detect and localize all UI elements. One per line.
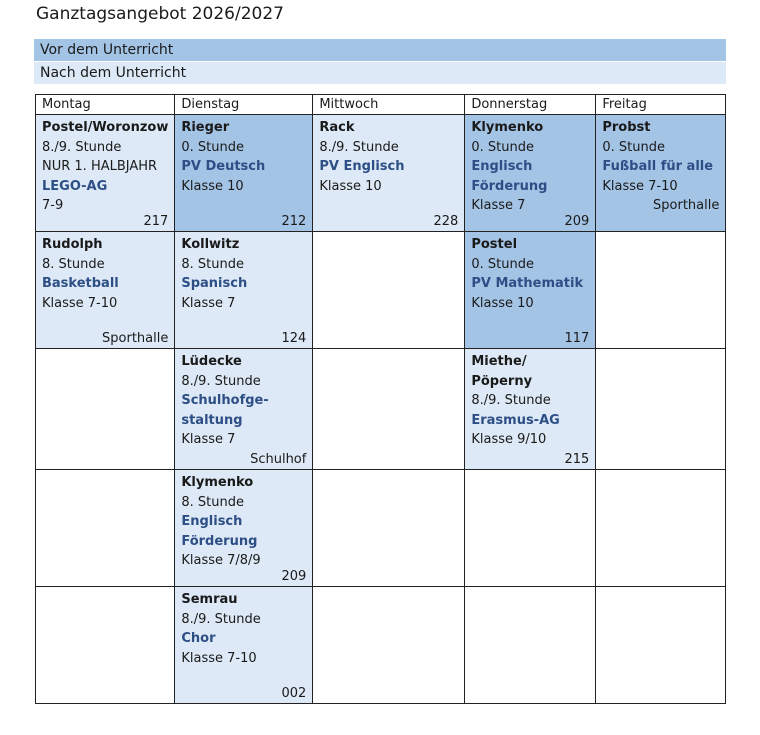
activity-name: Erasmus-AG bbox=[471, 412, 560, 428]
empty-slot bbox=[596, 587, 725, 703]
activity-name: Basketball bbox=[42, 276, 119, 291]
schedule-cell-thursday bbox=[465, 470, 596, 587]
activity-entry bbox=[36, 115, 174, 231]
lesson-time: 0. Stunde bbox=[181, 139, 244, 155]
grade-level: Klasse 7 bbox=[181, 432, 236, 447]
location-label: Schulhof bbox=[250, 451, 307, 467]
activity-name: LEGO-AG bbox=[42, 178, 108, 194]
schedule-cell-friday bbox=[596, 587, 726, 704]
lesson-time: 8./9. Stunde bbox=[319, 139, 399, 155]
teacher-name: Rieger bbox=[181, 120, 230, 135]
day-header-monday: Montag bbox=[36, 95, 175, 115]
empty-slot bbox=[313, 232, 464, 348]
schedule-cell-wednesday bbox=[313, 470, 465, 587]
empty-slot bbox=[313, 349, 464, 469]
schedule-cell-tuesday bbox=[175, 349, 313, 470]
legend-before-class: Vor dem Unterricht bbox=[34, 39, 726, 61]
activity-name: Fußball für alle bbox=[602, 159, 714, 174]
legend-after-class: Nach dem Unterricht bbox=[34, 62, 726, 84]
teacher-name: Klymenko bbox=[181, 475, 254, 490]
grade-level: Klasse 7 bbox=[471, 198, 526, 213]
activity-name: Schulhofge- bbox=[181, 393, 269, 408]
empty-slot bbox=[36, 349, 174, 469]
schedule-cell-friday bbox=[596, 115, 726, 232]
day-header-friday: Freitag bbox=[596, 95, 726, 115]
grade-level: Klasse 7-10 bbox=[42, 295, 118, 311]
grade-level: Klasse 7/8/9 bbox=[181, 553, 261, 568]
schedule-cell-monday bbox=[36, 115, 175, 232]
day-header-tuesday: Dienstag bbox=[175, 95, 313, 115]
room-label: 209 bbox=[281, 568, 307, 584]
lesson-time: 0. Stunde bbox=[602, 139, 665, 155]
activity-name: Spanisch bbox=[181, 276, 248, 291]
empty-slot bbox=[596, 232, 725, 348]
schedule-cell-thursday bbox=[465, 232, 596, 349]
grade-level: Klasse 7 bbox=[181, 295, 236, 311]
lesson-time: 0. Stunde bbox=[471, 139, 534, 155]
empty-slot bbox=[465, 470, 595, 586]
schedule-cell-wednesday bbox=[313, 349, 465, 470]
schedule-cell-monday bbox=[36, 587, 175, 704]
schedule-cell-thursday bbox=[465, 587, 596, 704]
room-label: 212 bbox=[281, 213, 307, 229]
grade-level: Klasse 9/10 bbox=[471, 432, 547, 447]
schedule-cell-friday bbox=[596, 470, 726, 587]
teacher-name: Probst bbox=[602, 120, 651, 135]
schedule-table bbox=[35, 94, 726, 704]
schedule-cell-tuesday bbox=[175, 115, 313, 232]
room-label: 228 bbox=[433, 213, 459, 229]
page-title: Ganztagsangebot 2026/2027 bbox=[36, 4, 284, 24]
note-text: NUR 1. HALBJAHR bbox=[42, 159, 158, 174]
teacher-name: Semrau bbox=[181, 592, 238, 607]
activity-entry bbox=[175, 349, 312, 469]
empty-slot bbox=[36, 470, 174, 586]
schedule-cell-friday bbox=[596, 349, 726, 470]
teacher-name: Kollwitz bbox=[181, 237, 240, 252]
table-row bbox=[36, 587, 726, 704]
activity-entry bbox=[465, 232, 595, 348]
lesson-time: 8. Stunde bbox=[181, 494, 244, 510]
schedule-cell-monday bbox=[36, 349, 175, 470]
teacher-name: Miethe/ bbox=[471, 354, 527, 369]
room-label: 117 bbox=[564, 330, 590, 346]
day-header-wednesday: Mittwoch bbox=[313, 95, 465, 115]
teacher-name: Klymenko bbox=[471, 120, 544, 135]
room-label: 124 bbox=[281, 330, 307, 346]
lesson-time: 8./9. Stunde bbox=[471, 393, 551, 408]
activity-name: PV Englisch bbox=[319, 159, 405, 174]
grade-level: Klasse 10 bbox=[319, 178, 382, 194]
schedule-cell-thursday bbox=[465, 115, 596, 232]
room-label: 002 bbox=[281, 685, 307, 701]
location-label: Sporthalle bbox=[653, 198, 720, 213]
schedule-cell-monday bbox=[36, 470, 175, 587]
schedule-cell-tuesday bbox=[175, 587, 313, 704]
grade-level: 7-9 bbox=[42, 198, 64, 213]
activity-entry bbox=[175, 587, 312, 703]
lesson-time: 8./9. Stunde bbox=[181, 373, 261, 389]
schedule-cell-friday bbox=[596, 232, 726, 349]
activity-name: PV Deutsch bbox=[181, 159, 266, 174]
activity-entry bbox=[175, 470, 312, 586]
empty-slot bbox=[596, 349, 725, 469]
activity-name: Chor bbox=[181, 631, 216, 646]
lesson-time: 8./9. Stunde bbox=[181, 611, 261, 627]
empty-slot bbox=[465, 587, 595, 703]
lesson-time: 0. Stunde bbox=[471, 256, 534, 272]
activity-name: staltung bbox=[181, 412, 243, 428]
lesson-time: 8. Stunde bbox=[181, 256, 244, 272]
teacher-name: Postel bbox=[471, 237, 518, 252]
empty-slot bbox=[36, 587, 174, 703]
teacher-name: Pöperny bbox=[471, 373, 533, 389]
teacher-name: Rack bbox=[319, 120, 355, 135]
schedule-cell-wednesday bbox=[313, 232, 465, 349]
room-label: Sporthalle bbox=[102, 330, 169, 346]
empty-slot bbox=[313, 587, 464, 703]
schedule-cell-tuesday bbox=[175, 470, 313, 587]
grade-level: Klasse 10 bbox=[181, 178, 244, 194]
lesson-time: 8./9. Stunde bbox=[42, 139, 122, 155]
table-row bbox=[36, 115, 726, 232]
day-header-thursday: Donnerstag bbox=[465, 95, 596, 115]
activity-entry bbox=[36, 232, 174, 348]
activity-name: Förderung bbox=[181, 533, 258, 549]
activity-entry bbox=[175, 115, 312, 231]
activity-entry bbox=[465, 349, 595, 469]
activity-entry bbox=[465, 115, 595, 231]
grade-level: Klasse 7-10 bbox=[181, 650, 257, 666]
activity-name: Englisch bbox=[471, 159, 533, 174]
teacher-name: Postel/Woronzow bbox=[42, 120, 169, 135]
table-row bbox=[36, 470, 726, 587]
grade-level: Klasse 7-10 bbox=[602, 178, 678, 194]
room-label: 215 bbox=[564, 451, 590, 467]
grade-level: Klasse 10 bbox=[471, 295, 534, 311]
header-row bbox=[36, 95, 726, 115]
activity-entry bbox=[596, 115, 725, 231]
lesson-time: 8. Stunde bbox=[42, 256, 105, 272]
room-label: 217 bbox=[143, 213, 169, 229]
empty-slot bbox=[596, 470, 725, 586]
schedule-cell-wednesday bbox=[313, 587, 465, 704]
activity-name: PV Mathematik bbox=[471, 276, 584, 291]
teacher-name: Rudolph bbox=[42, 237, 103, 252]
empty-slot bbox=[313, 470, 464, 586]
activity-name: Englisch bbox=[181, 514, 243, 529]
activity-entry bbox=[313, 115, 464, 231]
schedule-cell-wednesday bbox=[313, 115, 465, 232]
schedule-cell-monday bbox=[36, 232, 175, 349]
teacher-name: Lüdecke bbox=[181, 354, 242, 369]
activity-name: Förderung bbox=[471, 178, 548, 194]
schedule-cell-tuesday bbox=[175, 232, 313, 349]
activity-entry bbox=[175, 232, 312, 348]
table-row bbox=[36, 232, 726, 349]
table-row bbox=[36, 349, 726, 470]
schedule-cell-thursday bbox=[465, 349, 596, 470]
room-label: 209 bbox=[564, 213, 590, 229]
